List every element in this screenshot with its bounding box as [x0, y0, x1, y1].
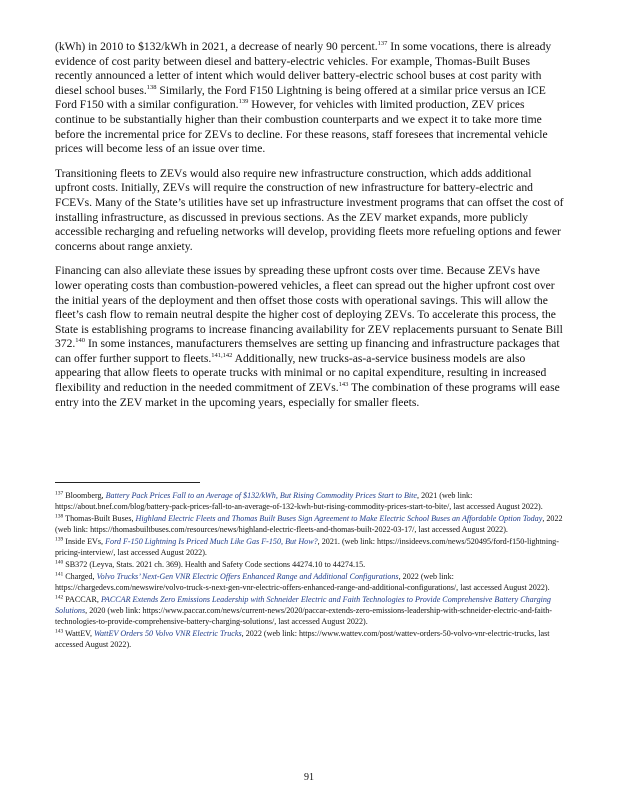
- footnote-text: , 2022 (web link: https://www.wattev.com/post/wattev-orders-50-volvo-vnr-electric-trucks, last accessed August 2022).: [55, 629, 550, 649]
- footnote-title-link[interactable]: Battery Pack Prices Fall to an Average of $132/kWh, But Rising Commodity Prices Start to Bite: [105, 491, 418, 500]
- footnote-number: 142: [55, 594, 64, 601]
- footnote-number: 143: [55, 628, 64, 635]
- footnote-137: [55, 490, 570, 512]
- footnote-title-link[interactable]: Ford F-150 Lightning Is Priced Much Like Gas F-150, But How?: [105, 537, 318, 546]
- footnote-ref[interactable]: 137: [377, 40, 388, 48]
- footnote-text: , 2022 (web link: https://chargedevs.com/newswire/volvo-truck-s-next-gen-vnr-electric-offers-enhanced-range-and-additional-configurations/, last accessed August 2022).: [55, 572, 550, 592]
- footnote-number: 141: [55, 571, 64, 578]
- footnote-text: PACCAR,: [65, 595, 101, 604]
- footnote-ref[interactable]: 139: [238, 98, 249, 106]
- footnote-number: 139: [55, 536, 64, 543]
- footnote-title-link[interactable]: WattEV Orders 50 Volvo VNR Electric Trucks: [94, 629, 242, 638]
- paragraph-text: However, for vehicles with limited production, ZEV prices continue to be substantially higher than their combustion counterparts and we expect it to take more time before the incremental price for ZEVs to decline. For these reasons, staff foresees that incremental vehicle prices will become less of an issue over time.: [55, 98, 548, 156]
- footnote-139: [55, 536, 570, 558]
- footnote-143: [55, 628, 570, 650]
- paragraph-financing: [55, 264, 565, 410]
- footnote-text: Charged,: [65, 572, 97, 581]
- paragraph-text: Transitioning fleets to ZEVs would also require new infrastructure construction, which adds additional upfront costs. Initially, ZEVs will require the construction of new infrastructure for battery-electric and FCEVs. Many of the State’s utilities have set up infrastructure investment programs that can offset the cost of installing infrastructure, as discussed in previous sections. As the ZEV market expands, more publicly accessible recharging and refueling networks will develop, providing fleets more refueling options and fewer concerns about range anxiety.: [55, 166, 564, 253]
- paragraph-cost-parity: [55, 40, 565, 157]
- footnote-text: , 2021 (web link: https://about.bnef.com/blog/battery-pack-prices-fall-to-an-average-of-132-kwh-but-rising-commodity-prices-start-to-bite/, last accessed August 2022).: [55, 491, 543, 511]
- footnote-text: WattEV,: [65, 629, 95, 638]
- footnote-text: , 2022 (web link: https://thomasbuiltbuses.com/resources/news/highland-electric-fleets-and-thomas-built-2022-03-17/, last accessed August 2022).: [55, 514, 563, 534]
- paragraph-text: Additionally, new trucks-as-a-service business models are also appearing that allow fleets to operate trucks with minimal or no capital expenditure, resulting in increased flexibility and reduction in the needed commitment of ZEVs.: [55, 351, 547, 395]
- footnote-number: 137: [55, 490, 64, 497]
- paragraph-text: Similarly, the Ford F150 Lightning is being offered at a similar price versus an ICE Ford F150 with a similar configuration.: [55, 83, 546, 112]
- footnote-number: 138: [55, 513, 64, 520]
- footnote-title-link[interactable]: Highland Electric Fleets and Thomas Built Buses Sign Agreement to Make Electric School Buses an Affordable Option Today: [135, 514, 543, 523]
- footnote-141: [55, 571, 570, 593]
- footnote-ref[interactable]: 138: [146, 83, 157, 91]
- footnote-title-link[interactable]: PACCAR Extends Zero Emissions Leadership with Schneider Electric and Faith Technologies to Provide Comprehensive Battery Charging Solutions: [55, 595, 551, 615]
- footnote-separator: [55, 482, 200, 483]
- footnote-140: [55, 559, 570, 570]
- footnote-text: Thomas-Built Buses,: [65, 514, 136, 523]
- footnote-text: Inside EVs,: [65, 537, 106, 546]
- footnote-title-link[interactable]: Volvo Trucks’ Next-Gen VNR Electric Offers Enhanced Range and Additional Configurations: [96, 572, 399, 581]
- footnote-number: 140: [55, 559, 64, 566]
- footnotes: [55, 490, 570, 651]
- paragraph-text: The combination of these programs will ease entry into the ZEV market in the upcoming years, especially for smaller fleets.: [55, 381, 560, 409]
- footnote-text: SB372 (Leyva, Stats. 2021 ch. 369). Health and Safety Code sections 44274.10 to 44274.15.: [65, 560, 366, 569]
- paragraph-text: In some vocations, there is already evidence of cost parity between diesel and battery-electric vehicles. For example, Thomas-Built Buses recently announced a letter of intent which would deliver battery-electric school buses at cost parity with diesel school buses.: [55, 40, 552, 97]
- paragraph-infrastructure: [55, 167, 565, 255]
- footnote-ref[interactable]: 143: [338, 381, 349, 389]
- footnote-ref[interactable]: 141,142: [211, 352, 233, 360]
- footnote-text: , 2020 (web link: https://www.paccar.com/news/current-news/2020/paccar-extends-zero-emissions-leadership-with-schneider-electric-and-faith-technologies-to-provide-comprehensive-battery-charging-solutions/, last accessed August 2022).: [55, 606, 552, 626]
- footnote-ref[interactable]: 140: [75, 337, 86, 345]
- footnote-142: [55, 594, 570, 627]
- paragraph-text: (kWh) in 2010 to $132/kWh in 2021, a decrease of nearly 90 percent.: [55, 40, 378, 53]
- footnote-text: Bloomberg,: [65, 491, 106, 500]
- paragraph-text: In some instances, manufacturers themselves are setting up financing and infrastructure packages that can offer further support to fleets.: [55, 337, 560, 365]
- main-body: [55, 40, 565, 420]
- footnote-138: [55, 513, 570, 535]
- footnote-text: , 2021. (web link: https://insideevs.com/news/520495/ford-f150-lightning-pricing-interview/, last accessed August 2022).: [55, 537, 559, 557]
- paragraph-text: Financing can also alleviate these issues by spreading these upfront costs over time. Because ZEVs have lower operating costs than combustion-powered vehicles, a fleet can spread out the higher upfront cost over the initial years of the deployment and then offset those costs with operational savings. This will allow the fleet’s cash flow to remain neutral despite the higher cost of deploying ZEVs. To accelerate this process, the State is establishing programs to increase financing availability for ZEV replacements pursuant to Senate Bill 372.: [55, 264, 563, 351]
- page-number: 91: [304, 772, 314, 783]
